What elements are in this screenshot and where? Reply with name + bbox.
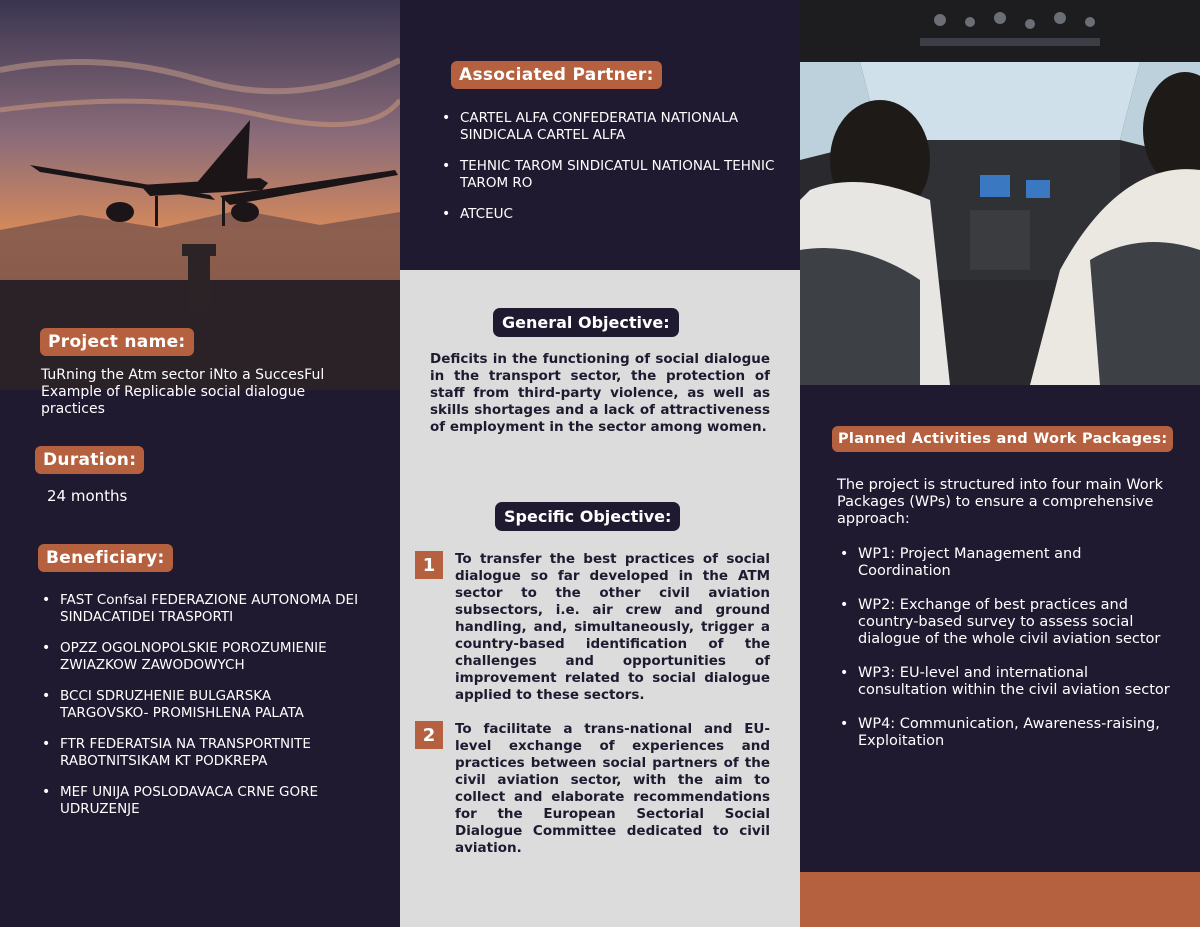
list-item: • FAST Confsal FEDERAZIONE AUTONOMA DEI SINDACATIDEI TRASPORTI xyxy=(40,592,360,626)
list-item: • TEHNIC TAROM SINDICATUL NATIONAL TEHNIC TAROM RO xyxy=(440,158,780,192)
general-objective-label: General Objective: xyxy=(493,308,679,337)
middle-panel xyxy=(400,0,800,927)
list-item: • ATCEUC xyxy=(440,206,780,223)
general-objective-text: Deficits in the functioning of social dialogue in the transport sector, the protection of staff from third-party violence, as well as skills shortages and a lack of attractiveness of employment in the sector among women. xyxy=(430,351,770,435)
beneficiary-label: Beneficiary: xyxy=(38,544,173,572)
footer-accent-bar xyxy=(800,872,1200,927)
work-packages-intro: The project is structured into four main Work Packages (WPs) to ensure a comprehensive approach: xyxy=(837,477,1163,527)
project-name-label: Project name: xyxy=(40,328,194,356)
associated-partner-list xyxy=(440,110,780,223)
list-item: • CARTEL ALFA CONFEDERATIA NATIONALA SINDICALA CARTEL ALFA xyxy=(440,110,780,144)
objective-number-1: 1 xyxy=(415,551,443,579)
project-name-value: TuRning the Atm sector iNto a SuccesFul Example of Replicable social dialogue practices xyxy=(41,367,325,417)
left-panel xyxy=(0,0,400,927)
list-item: • WP3: EU-level and international consultation within the civil aviation sector xyxy=(838,665,1178,699)
list-item: • MEF UNIJA POSLODAVACA CRNE GORE UDRUZENJE xyxy=(40,784,360,818)
list-item: • WP4: Communication, Awareness-raising, Exploitation xyxy=(838,716,1178,750)
list-item: • FTR FEDERATSIA NA TRANSPORTNITE RABOTNITSIKAM KT PODKREPA xyxy=(40,736,360,770)
work-packages-list xyxy=(838,546,1178,750)
duration-value: 24 months xyxy=(47,487,128,505)
duration-label: Duration: xyxy=(35,446,144,474)
associated-partner-label: Associated Partner: xyxy=(451,61,662,89)
list-item: • OPZZ OGOLNOPOLSKIE POROZUMIENIE ZWIAZKOW ZAWODOWYCH xyxy=(40,640,360,674)
list-item: • BCCI SDRUZHENIE BULGARSKA TARGOVSKO- PROMISHLENA PALATA xyxy=(40,688,360,722)
planned-activities-label: Planned Activities and Work Packages: xyxy=(832,426,1173,452)
list-item: • WP1: Project Management and Coordination xyxy=(838,546,1178,580)
specific-objective-1-text: To transfer the best practices of social dialogue so far developed in the ATM sector to the other civil aviation subsectors, i.e. air crew and ground handling, and, simultaneously, trigger a country-based identification of the challenges and opportunities of improvement related to social dialogue applied to these sectors. xyxy=(455,551,770,703)
beneficiary-list xyxy=(40,592,360,818)
objective-number-2: 2 xyxy=(415,721,443,749)
list-item: • WP2: Exchange of best practices and country-based survey to assess social dialogue of the whole civil aviation sector xyxy=(838,597,1178,648)
cockpit-pilots-photo xyxy=(800,0,1200,385)
specific-objective-label: Specific Objective: xyxy=(495,502,680,531)
right-panel xyxy=(800,0,1200,927)
specific-objective-2-text: To facilitate a trans-national and EU-level exchange of experiences and practices between social partners of the civil aviation sector, with the aim to collect and elaborate recommendations for the European Sectorial Social Dialogue Committee dedicated to civil aviation. xyxy=(455,721,770,856)
